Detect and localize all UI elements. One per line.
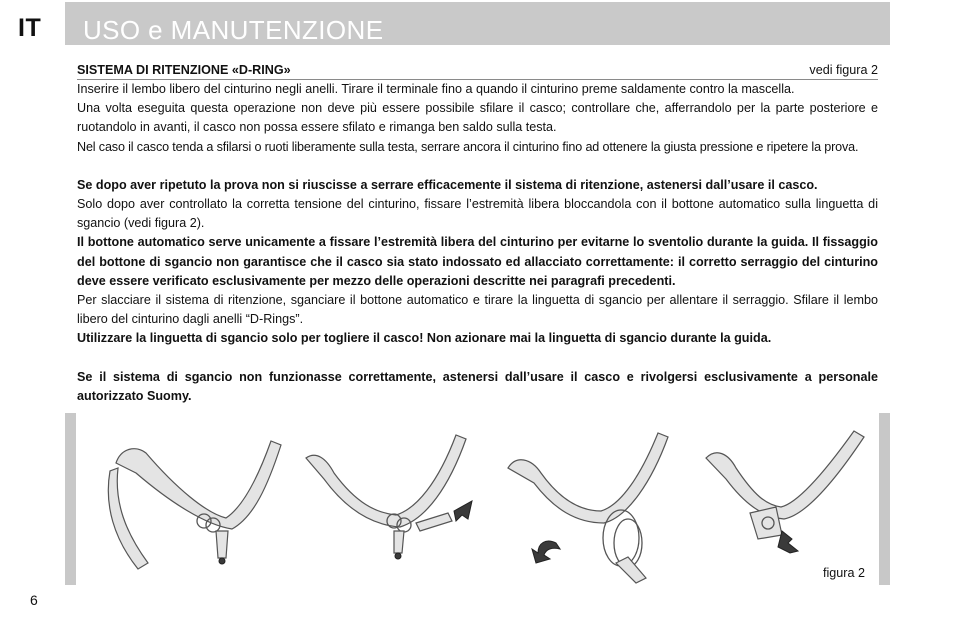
strap-illustration-step-2 [306,435,472,559]
warning-paragraph: Se il sistema di sgancio non funzionasse correttamente, astenersi dall’usare il casco e rivolgersi esclusivamente a personale autorizzato Suomy. [77,369,878,403]
figure-illustration-area [76,413,879,585]
page-title: USO e MANUTENZIONE [83,15,384,45]
paragraph: Nel caso il casco tenda a sfilarsi o ruoti liberamente sulla testa, serrare ancora il cinturino fino ad ottenere la giusta pressione e ripetere la prova. [77,139,859,154]
header-bar [65,2,890,45]
main-content [77,62,878,406]
paragraph: Solo dopo aver controllato la corretta tensione del cinturino, fissare l’estremità libera bloccandola con il bottone automatico sulla linguetta di sgancio (vedi figura 2). [77,197,878,231]
figure-caption: figura 2 [822,566,865,580]
section-header [77,62,878,80]
figure-reference: vedi figura 2 [809,63,878,77]
warning-paragraph: Utilizzare la linguetta di sgancio solo per togliere il casco! Non azionare mai la linguetta di sgancio durante la guida. [77,331,772,346]
paragraph: Per slacciare il sistema di ritenzione, sganciare il bottone automatico e tirare la linguetta di sgancio per allentare il serraggio. Sfilare il lembo libero del cinturino dagli anelli “D-Rings”. [77,293,878,327]
strap-illustration-step-1 [108,441,281,569]
figure-2 [65,413,890,585]
paragraph: Inserire il lembo libero del cinturino negli anelli. Tirare il terminale fino a quando il cinturino preme saldamente contro la mascella. [77,82,795,96]
strap-illustration-step-4 [706,431,864,553]
section-title: SISTEMA DI RITENZIONE «D-RING» [77,63,291,77]
language-code: IT [18,14,42,42]
chinstrap-illustrations [76,413,879,585]
page-number: 6 [30,592,38,608]
paragraph: Una volta eseguita questa operazione non deve più essere possibile sfilare il casco; controllare che, afferrandolo per la parte posteriore e ruotandolo in avanti, il casco non possa essere sfilato e rimanga ben saldo sulla testa. [77,101,878,135]
warning-paragraph: Il bottone automatico serve unicamente a fissare l’estremità libera del cinturino per evitarne lo sventolio durante la guida. Il fissaggio del bottone di sgancio non garantisce che il casco sia stato indossato ed allacciato correttamente: il corretto serraggio del cinturino deve essere verificato esclusivamente per mezzo delle operazioni descritte nei paragrafi precedenti. [77,235,878,288]
warning-paragraph: Se dopo aver ripetuto la prova non si riuscisse a serrare efficacemente il sistema di ritenzione, astenersi dall’usare il casco. [77,177,818,192]
strap-illustration-step-3 [508,433,668,583]
